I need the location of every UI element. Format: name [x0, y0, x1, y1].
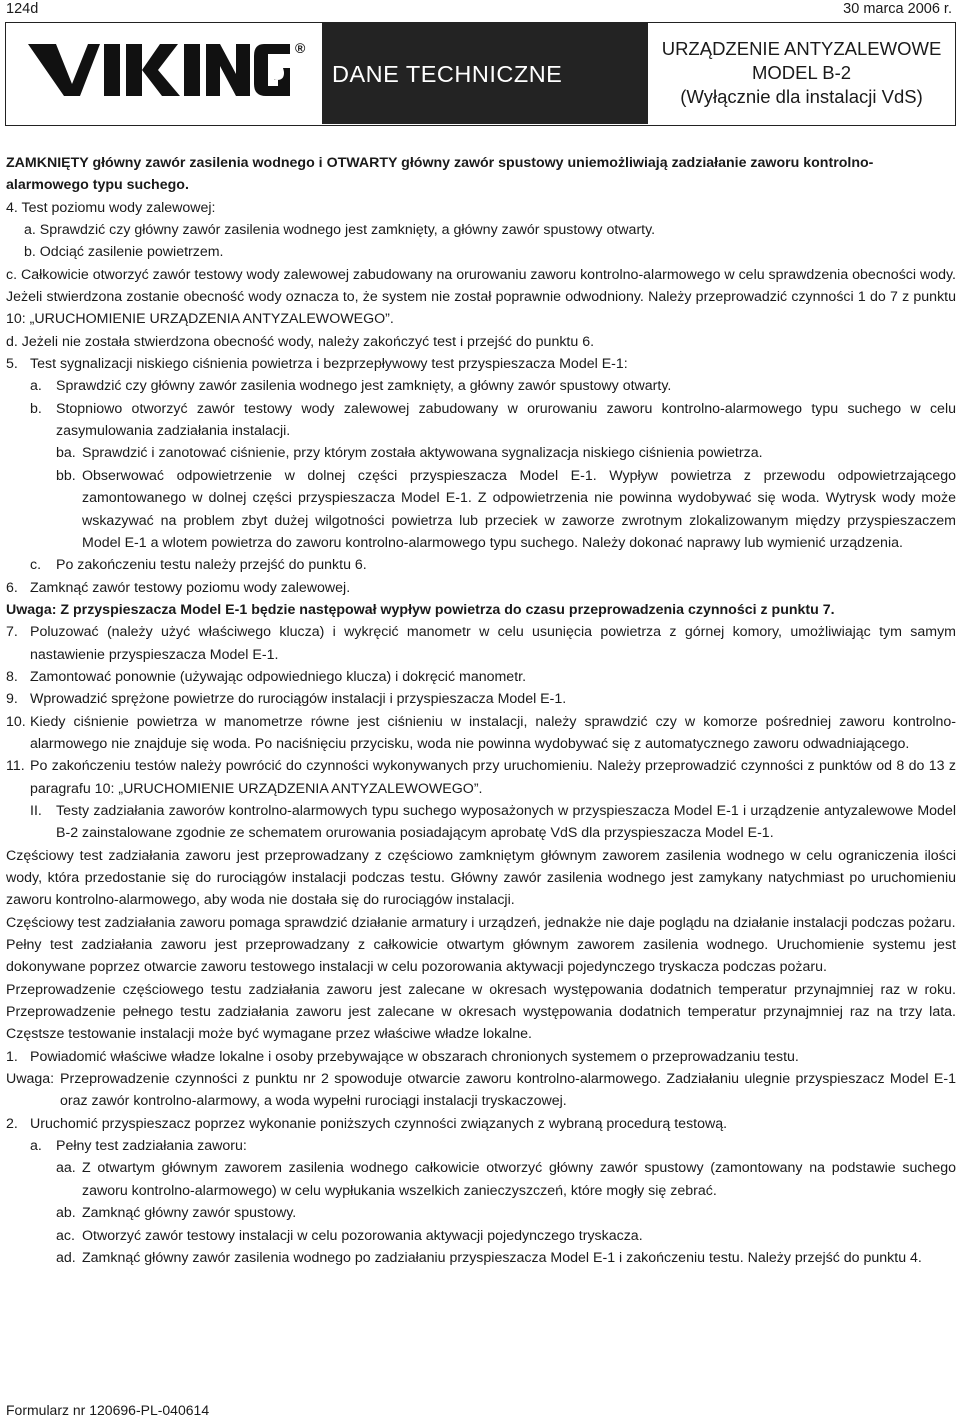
- page-top-line: [6, 0, 952, 18]
- test-note-text: Przeprowadzenie czynności z punktu nr 2 spowoduje otwarcie zaworu kontrolno-alarmowego. Zadziałaniu ulegnie przyspieszacz Model E-1 oraz zawór kontrolno-alarmowy, a woda wypełni rurociągi instalacji tryskaczowej.: [60, 1071, 956, 1110]
- test-step-2a: [6, 1135, 956, 1157]
- full-test-paragraph: Pełny test zadziałania zaworu jest przeprowadzany z całkowicie otwartym głównym zaworem zasilenia wodnego. Uruchomienie systemu jest dokonywane poprzez otwarcie zaworu testowego instalacji w celu pozorowania aktywacji pojedynczego tryskacza podczas pożaru.: [6, 937, 956, 976]
- header-title-box: [322, 23, 648, 124]
- section-7: [6, 621, 956, 666]
- step-5a: [6, 375, 956, 397]
- test-step-2ac: [6, 1225, 956, 1247]
- section-8-label: 8.: [6, 668, 18, 685]
- test-step-2ad: [6, 1247, 956, 1269]
- step-5a-text: Sprawdzić czy główny zawór zasilenia wodnego jest zamknięty, a główny zawór spustowy otwarty.: [56, 378, 672, 395]
- section-8-text: Zamontować ponownie (używając odpowiedniego klucza) i dokręcić manometr.: [30, 668, 527, 685]
- partial-test-paragraph-2: Częściowy test zadziałania zaworu pomaga sprawdzić działanie armatury i urządzeń, jednakże nie daje poglądu na działanie instalacji podczas pożaru.: [6, 914, 956, 931]
- step-5c: [6, 554, 956, 576]
- step-5a-label: a.: [30, 378, 42, 395]
- section-7-text: Poluzować (należy użyć właściwego klucza) i wykręcić manometr w celu usunięcia powietrza z górnej komory, umożliwiając tym samym nastawienie przyspieszacza Model E-1.: [30, 624, 956, 663]
- test-step-2a-label: a.: [30, 1138, 42, 1155]
- step-4b: b. Odciąć zasilenie powietrzem.: [24, 244, 224, 261]
- product-line-2: MODEL B-2: [751, 62, 852, 83]
- test-note-label: Uwaga:: [6, 1071, 55, 1088]
- section-II-text: Testy zadziałania zaworów kontrolno-alarmowych typu suchego wyposażonych w przyspieszacza Model E-1 i urządzenie antyzalewowe Model B-2 zainstalowane zgodnie ze schematem orurowania posiadającym aprobatę VdS dla przyspieszacza Model E-1.: [56, 802, 956, 842]
- step-5ba-text: Sprawdzić i zanotować ciśnienie, przy którym została aktywowana sygnalizacja niskiego ciśnienia powietrza.: [82, 445, 763, 462]
- product-line-3: (Wyłącznie dla instalacji VdS): [680, 86, 923, 107]
- section-9: [6, 688, 956, 710]
- section-10-text: Kiedy ciśnienie powietrza w manometrze równe jest ciśnieniu w instalacji, należy sprawdzić czy w komorze pośredniej zaworu kontrolno-alarmowego nie znajduje się woda. Po naciśnięciu przycisku, woda nie powinna wydobywać się z automatycznego zaworu odwadniającego.: [30, 713, 956, 752]
- test-step-2aa: [6, 1157, 956, 1202]
- intro-paragraph: ZAMKNIĘTY główny zawór zasilenia wodnego i OTWARTY główny zawór spustowy uniemożliwiają zadziałanie zaworu kontrolno-alarmowego typu suchego.: [6, 155, 874, 194]
- test-step-2ad-text: Zamknąć główny zawór zasilenia wodnego po zadziałaniu przyspieszacza Model E-1 i zakończeniu testu. Należy przejść do punktu 4.: [82, 1249, 922, 1266]
- note-bold: Uwaga: Z przyspieszacza Model E-1 będzie następował wypływ powietrza do czasu przeprowadzenia czynności z punktu 7.: [6, 601, 835, 618]
- step-5b: [6, 398, 956, 443]
- section-10: [6, 711, 956, 756]
- section-II: [6, 800, 956, 845]
- section-10-label: 10.: [6, 713, 26, 730]
- section-5-label: 5.: [6, 356, 18, 373]
- section-6: [6, 577, 956, 599]
- section-5-text: Test sygnalizacji niskiego ciśnienia powietrza i bezprzepływowy test przyspieszacza Model E-1:: [30, 356, 628, 373]
- test-step-2ab: [6, 1202, 956, 1224]
- test-step-2-text: Uruchomić przyspieszacz poprzez wykonanie poniższych czynności związanych z wybraną procedurą testową.: [30, 1115, 728, 1132]
- section-6-text: Zamknąć zawór testowy poziomu wody zalewowej.: [30, 579, 351, 596]
- section-9-label: 9.: [6, 691, 18, 708]
- section-6-label: 6.: [6, 579, 18, 596]
- header-title: DANE TECHNICZNE: [332, 61, 563, 87]
- step-4c: c. Całkowicie otworzyć zawór testowy wody zalewowej zabudowany na orurowaniu zaworu kontrolno-alarmowego w celu sprawdzenia obecności wody. Jeżeli stwierdzona zostanie obecność wody oznacza to, że system nie został poprawnie odwodniony. Należy przeprowadzić czynności 1 do 7 z punktu 10: „URUCHOMIENIE URZĄDZENIA ANTYZALEWOWEGO”.: [6, 266, 956, 328]
- step-4d: d. Jeżeli nie została stwierdzona obecność wody, należy zakończyć test i przejść do punktu 6.: [6, 333, 595, 350]
- test-step-2ac-text: Otworzyć zawór testowy instalacji w celu pozorowania aktywacji pojedynczego tryskacza.: [82, 1227, 643, 1244]
- step-5bb: [6, 465, 956, 554]
- product-line-1: URZĄDZENIE ANTYZALEWOWE: [661, 38, 942, 59]
- step-5b-text: Stopniowo otworzyć zawór testowy wody zalewowej zabudowany w orurowaniu zaworu kontrolno-alarmowego typu suchego w celu zasymulowania zadziałania instalacji.: [56, 400, 956, 440]
- step-5bb-label: bb.: [56, 467, 76, 484]
- test-step-2ab-text: Zamknąć główny zawór spustowy.: [82, 1205, 297, 1222]
- step-5c-text: Po zakończeniu testu należy przejść do punktu 6.: [56, 557, 367, 574]
- test-step-2: [6, 1113, 956, 1135]
- document-body: [6, 152, 956, 1269]
- section-II-label: II.: [30, 802, 42, 819]
- step-5c-label: c.: [30, 557, 42, 574]
- partial-test-paragraph: Częściowy test zadziałania zaworu jest przeprowadzany z częściowo zamkniętym głównym zaworem zasilenia wodnego w celu ograniczenia ilości wody, która przedostanie się do rurociągów instalacji podczas testu. Główny zawór zasilenia wodnego jest zamykany natychmiast po uruchomieniu zaworu kontrolno-alarmowego, aby woda nie dostała się do rurociągów instalacji.: [6, 847, 956, 909]
- test-note: [6, 1068, 956, 1113]
- step-5b-label: b.: [30, 400, 42, 417]
- document-header: [5, 22, 956, 126]
- step-5ba: [6, 442, 956, 464]
- test-step-2ad-label: ad.: [56, 1249, 76, 1266]
- test-step-2a-text: Pełny test zadziałania zaworu:: [56, 1138, 247, 1155]
- test-step-2aa-label: aa.: [56, 1160, 76, 1177]
- page-number: 124d: [6, 1, 39, 17]
- registered-mark: ®: [295, 40, 306, 56]
- section-11-text: Po zakończeniu testów należy powrócić do czynności wykonywanych przy uruchomieniu. Należy przeprowadzić czynności z punktów od 8 do 13 z paragrafu 10: „URUCHOMIENIE URZĄDZENIA ANTYZALEWOWEGO”.: [30, 758, 956, 797]
- test-step-1-label: 1.: [6, 1048, 18, 1065]
- section-11-label: 11.: [6, 758, 25, 775]
- test-step-2ac-label: ac.: [56, 1227, 75, 1244]
- schedule-paragraph: Przeprowadzenie częściowego testu zadziałania zaworu jest zalecane w okresach występowania dodatnich temperatur przynajmniej raz w roku. Przeprowadzenie pełnego testu zadziałania zaworu jest zalecane w okresach występowania dodatnich temperatur przynajmniej raz na trzy lata. Częstsze testowanie instalacji może być wymagane przez właściwe władze lokalne.: [6, 981, 956, 1043]
- viking-logo: [6, 23, 322, 124]
- test-step-2-label: 2.: [6, 1115, 18, 1132]
- form-number: Formularz nr 120696-PL-040614: [6, 1402, 210, 1418]
- step-5ba-label: ba.: [56, 445, 76, 462]
- product-title-box: [648, 23, 955, 124]
- test-step-2ab-label: ab.: [56, 1205, 76, 1222]
- page-date: 30 marca 2006 r.: [843, 1, 952, 17]
- section-11: [6, 755, 956, 800]
- section-4-heading: 4. Test poziomu wody zalewowej:: [6, 199, 216, 216]
- section-8: [6, 666, 956, 688]
- section-7-label: 7.: [6, 624, 18, 641]
- test-step-2aa-text: Z otwartym głównym zaworem zasilenia wodnego całkowicie otworzyć główny zawór spustowy (zamontowany na podstawie suchego zaworu kontrolno-alarmowego) w celu wypłukania wszelkich zanieczyszczeń, które mogły się zebrać.: [82, 1160, 956, 1199]
- section-9-text: Wprowadzić sprężone powietrze do rurociągów instalacji i przyspieszacza Model E-1.: [30, 691, 567, 708]
- section-5: [6, 353, 956, 375]
- step-5bb-text: Obserwować odpowietrzenie w dolnej części przyspieszacza Model E-1. Wypływ powietrza z przewodu odpowietrzającego zamontowanego w dolnej części przyspieszacza Model E-1. Z odpowietrzenia nie powinna wydobywać się woda. Wytrysk wody może wskazywać na problem zbyt dużej wilgotności powietrza lub przeciek w zaworze zwrotnym zlokalizowanym między przyspieszaczem Model E-1 a wlotem powietrza do zaworu kontrolno-alarmowego typu suchego. Należy dokonać naprawy lub wymienić urządzenia.: [82, 467, 956, 551]
- test-step-1: [6, 1046, 956, 1068]
- test-step-1-text: Powiadomić właściwe władze lokalne i osoby przebywające w obszarach chronionych systemem o przeprowadzaniu testu.: [30, 1048, 799, 1065]
- step-4a: a. Sprawdzić czy główny zawór zasilenia wodnego jest zamknięty, a główny zawór spustowy otwarty.: [24, 222, 656, 239]
- viking-logo-mark: [28, 40, 298, 106]
